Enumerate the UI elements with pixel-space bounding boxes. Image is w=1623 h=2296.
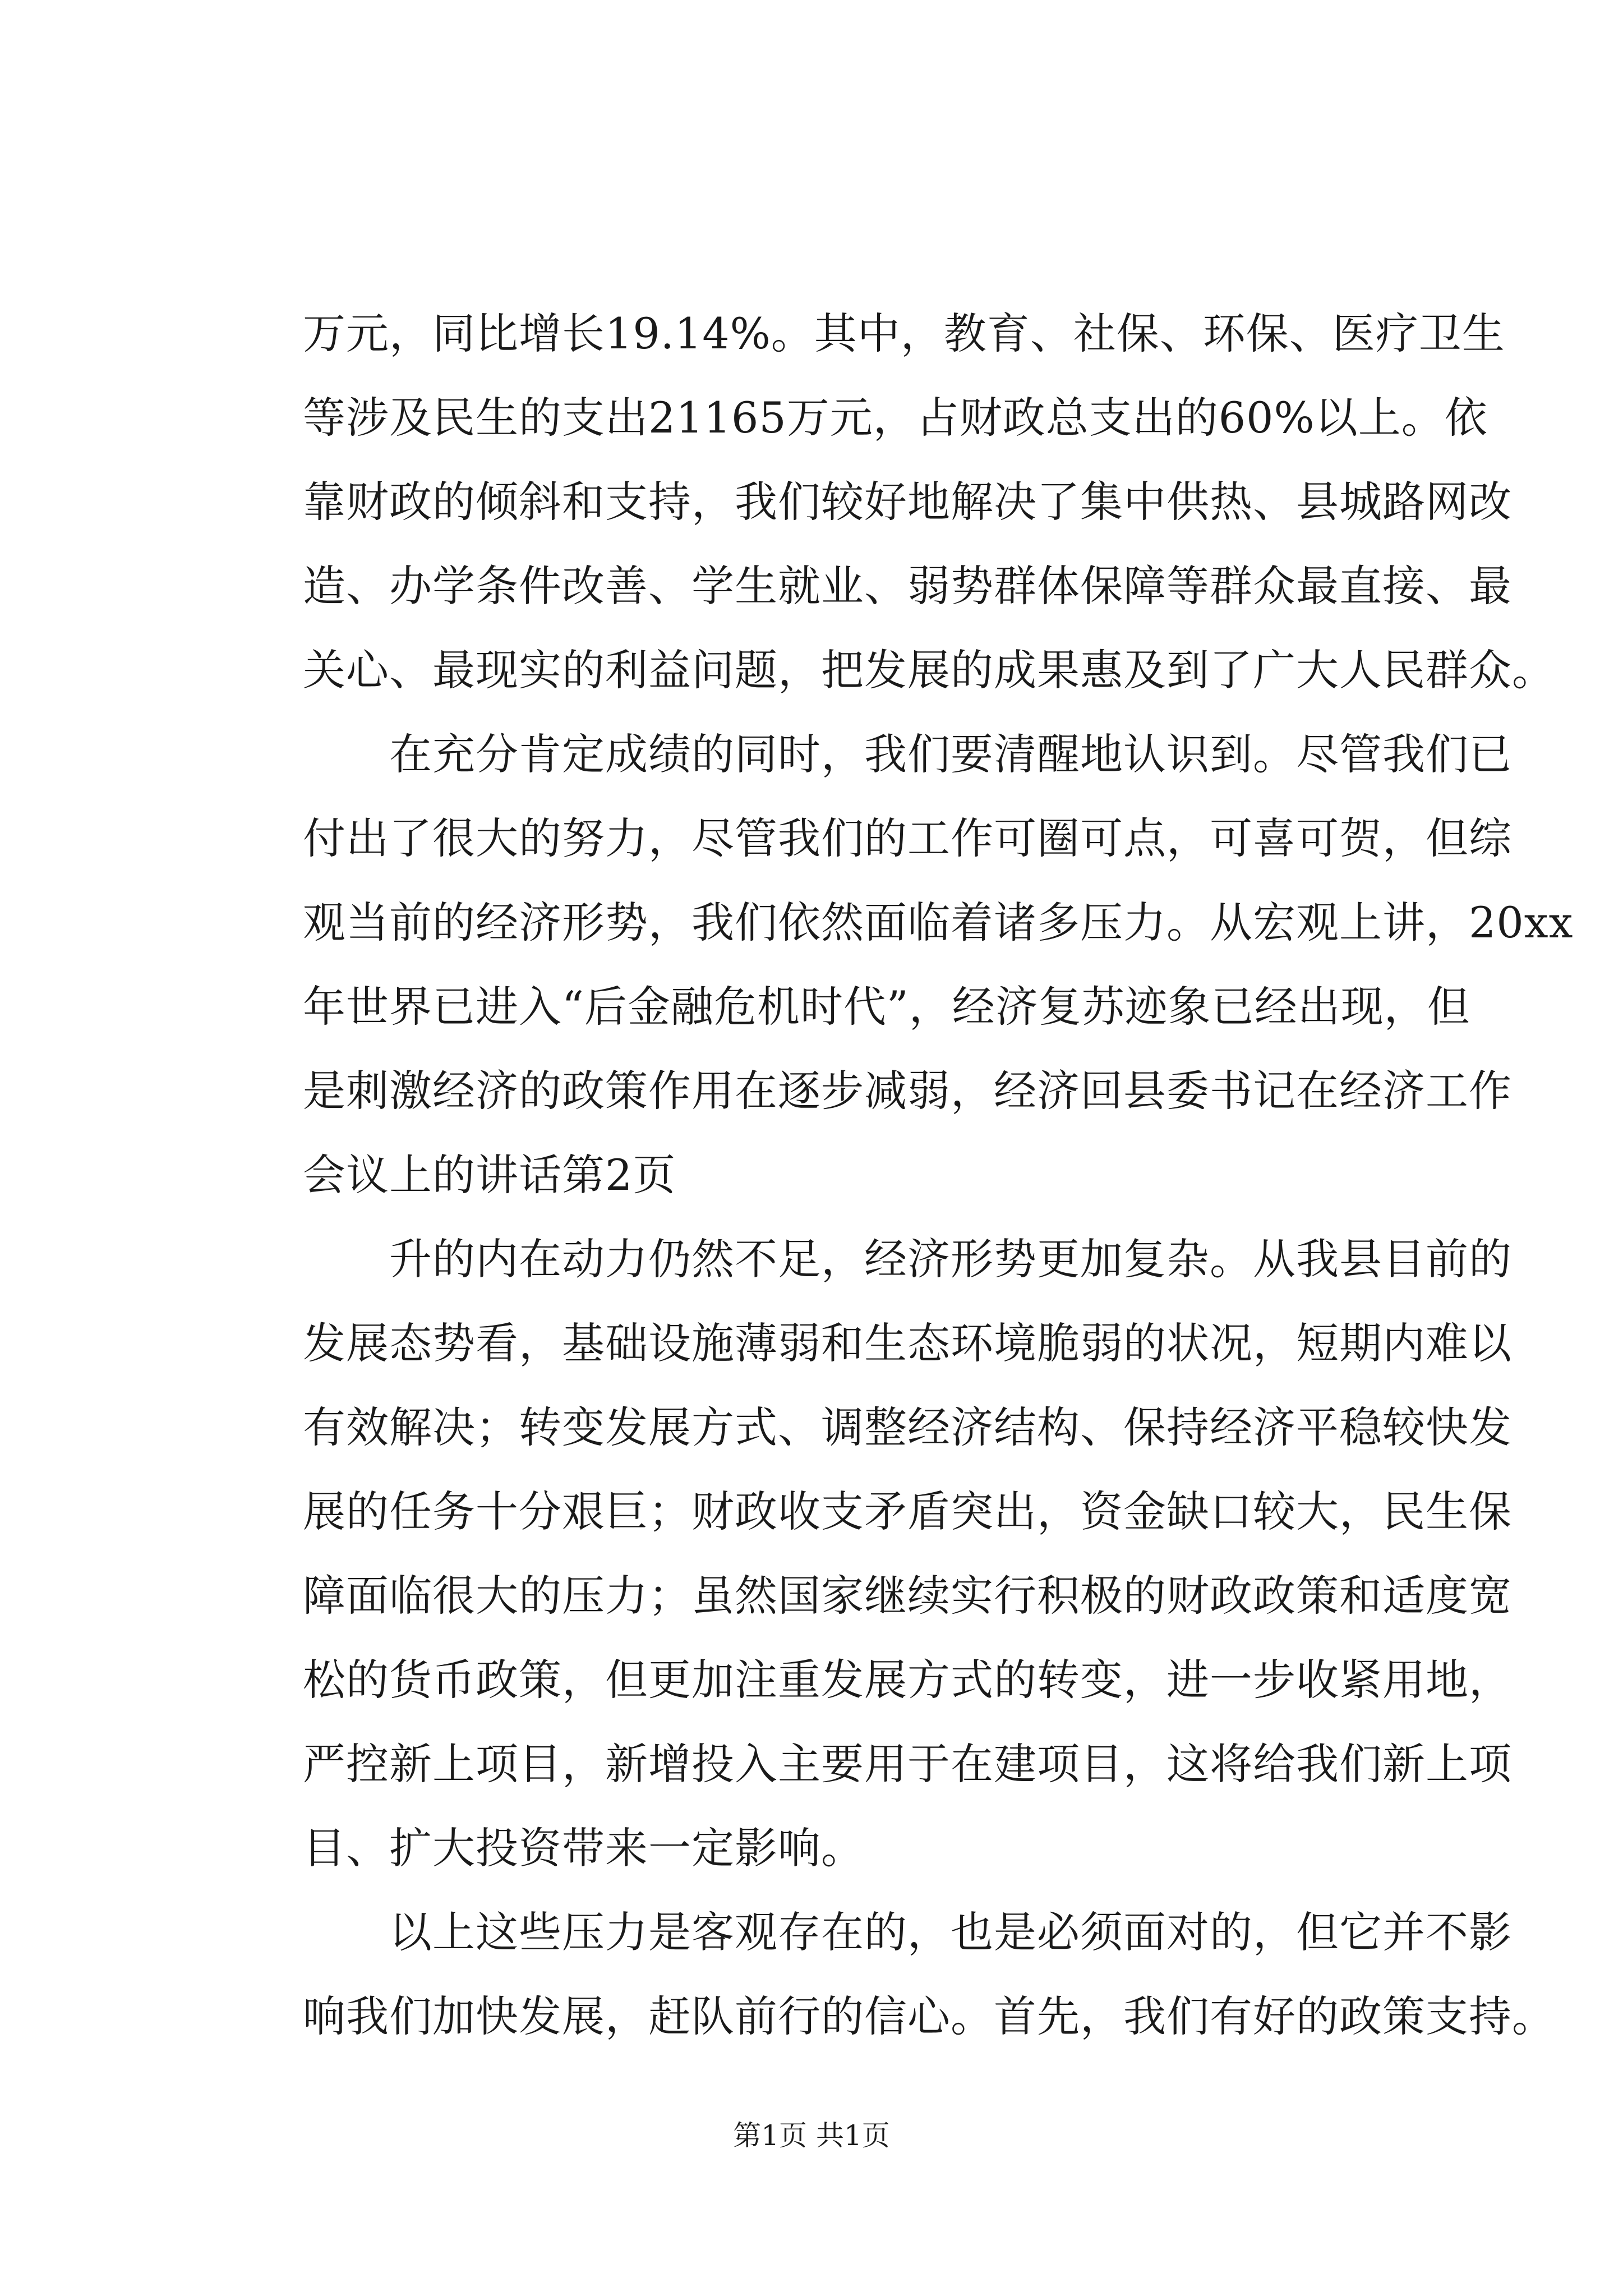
text-line-6: 在充分肯定成绩的同时，我们要清醒地认识到。尽管我们已 (303, 729, 1512, 779)
text-line-4: 造、办学条件改善、学生就业、弱势群体保障等群众最直接、最 (303, 561, 1512, 611)
text-line-16: 障面临很大的压力；虽然国家继续实行积极的财政政策和适度宽 (303, 1571, 1512, 1621)
text-line-2: 等涉及民生的支出21165万元，占财政总支出的60%以上。依 (303, 393, 1488, 443)
text-line-20: 以上这些压力是客观存在的，也是必须面对的，但它并不影 (303, 1907, 1512, 1957)
text-line-14: 有效解决；转变发展方式、调整经济结构、保持经济平稳较快发 (303, 1402, 1512, 1452)
text-line-19: 目、扩大投资带来一定影响。 (303, 1823, 864, 1873)
text-line-5: 关心、最现实的利益问题，把发展的成果惠及到了广大人民群众。 (303, 645, 1555, 695)
text-line-18: 严控新上项目，新增投入主要用于在建项目，这将给我们新上项 (303, 1739, 1512, 1789)
text-line-8: 观当前的经济形势，我们依然面临着诸多压力。从宏观上讲，20xx (303, 898, 1574, 947)
text-line-9: 年世界已进入“后金融危机时代”，经济复苏迹象已经出现，但 (303, 982, 1470, 1032)
text-line-3: 靠财政的倾斜和支持，我们较好地解决了集中供热、县城路网改 (303, 477, 1512, 527)
page-footer: 第1页 共1页 (733, 2119, 890, 2152)
text-line-12: 升的内在动力仍然不足，经济形势更加复杂。从我县目前的 (303, 1234, 1512, 1284)
text-line-21: 响我们加快发展，赶队前行的信心。首先，我们有好的政策支持。 (303, 1991, 1555, 2041)
text-line-13: 发展态势看，基础设施薄弱和生态环境脆弱的状况，短期内难以 (303, 1318, 1512, 1368)
text-line-17: 松的货币政策，但更加注重发展方式的转变，进一步收紧用地， (303, 1655, 1512, 1705)
text-line-10: 是刺激经济的政策作用在逐步减弱，经济回县委书记在经济工作 (303, 1066, 1512, 1116)
text-line-1: 万元，同比增长19.14%。其中，教育、社保、环保、医疗卫生 (303, 309, 1505, 358)
text-line-11: 会议上的讲话第2页 (303, 1150, 676, 1200)
text-line-15: 展的任务十分艰巨；财政收支矛盾突出，资金缺口较大，民生保 (303, 1487, 1512, 1536)
text-line-7: 付出了很大的努力，尽管我们的工作可圈可点，可喜可贺，但综 (303, 813, 1512, 863)
